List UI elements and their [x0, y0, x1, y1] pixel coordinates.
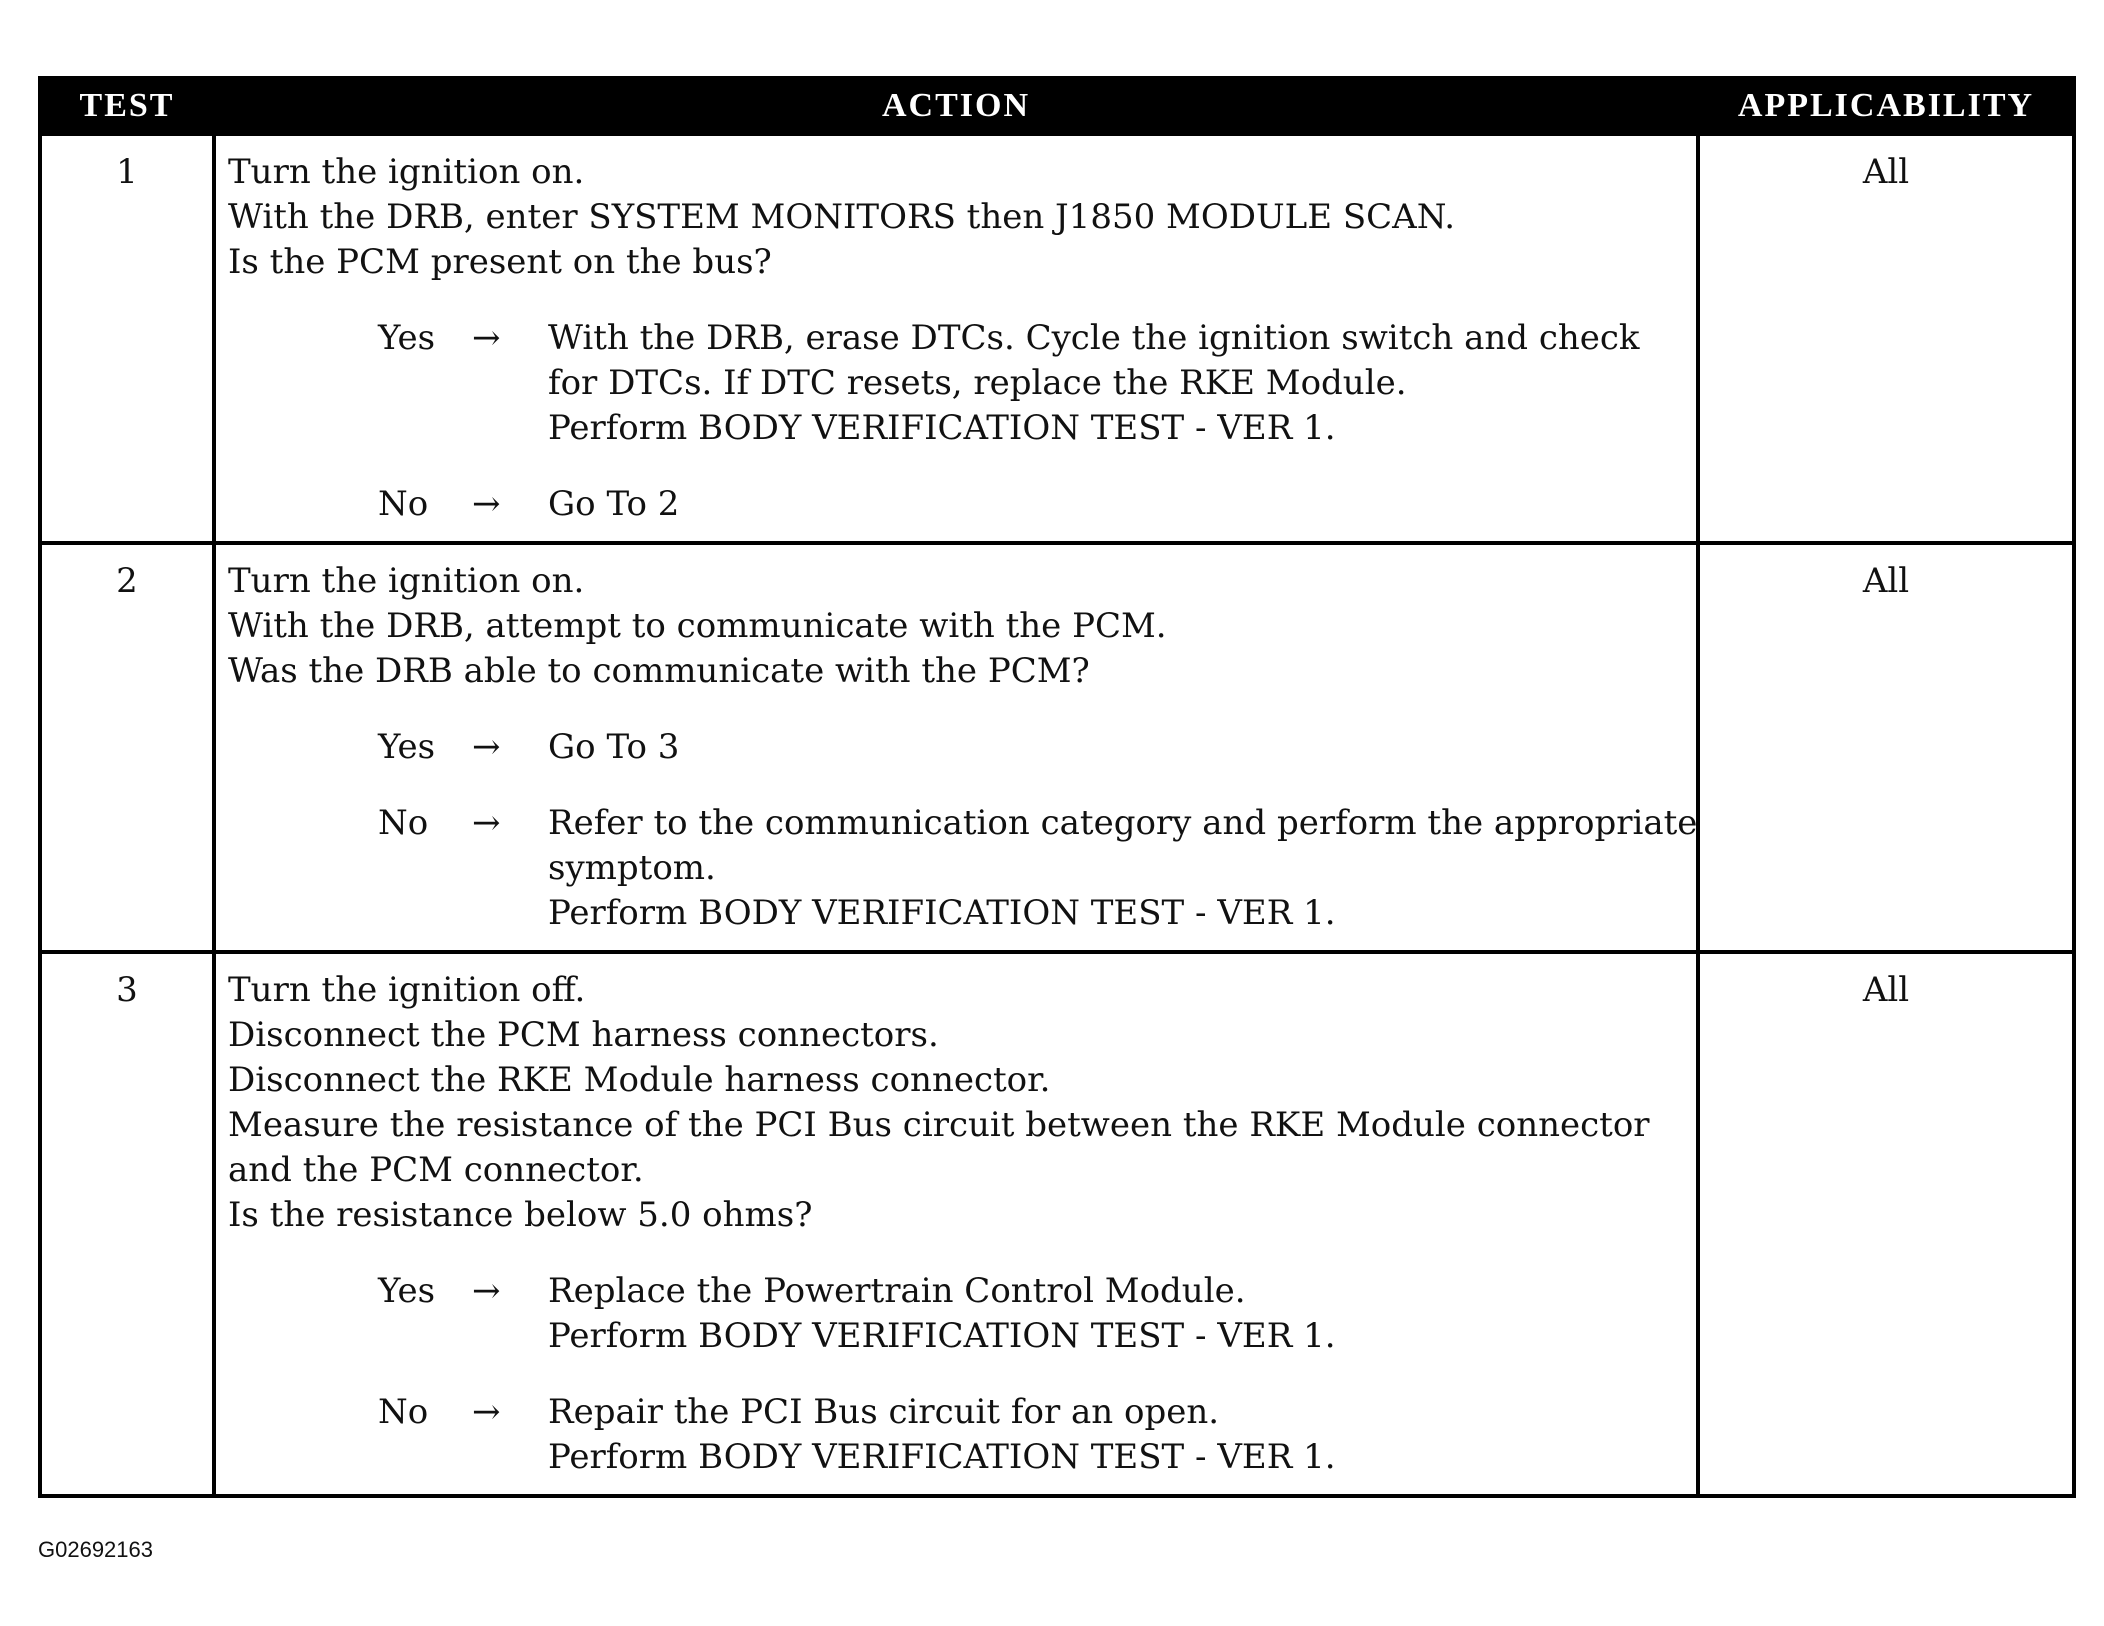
action-line: With the DRB, attempt to communicate with the PCM. [228, 606, 1167, 646]
answer-line: Refer to the communication category and perform the appropriate [548, 803, 1698, 843]
answer-line: Repair the PCI Bus circuit for an open. [548, 1392, 1220, 1432]
answer-body [548, 1269, 1688, 1359]
diagnostic-test-table [38, 76, 2076, 1498]
test-number: 1 [40, 134, 214, 543]
answer-line: symptom. [548, 848, 716, 888]
answer-body [548, 725, 1688, 770]
header-applicability: APPLICABILITY [1698, 78, 2074, 134]
figure-id: G02692163 [38, 1537, 153, 1562]
action-line: Disconnect the PCM harness connectors. [228, 1015, 939, 1055]
action-line: Turn the ignition on. [228, 561, 585, 601]
applicability-value: All [1698, 543, 2074, 952]
test-action [214, 543, 1698, 952]
action-line: Turn the ignition on. [228, 152, 585, 192]
action-line: Turn the ignition off. [228, 970, 586, 1010]
table-row [40, 543, 2074, 952]
answer-body [548, 801, 1697, 936]
answer-line: Perform BODY VERIFICATION TEST - VER 1. [548, 1316, 1336, 1356]
answer-line: Perform BODY VERIFICATION TEST - VER 1. [548, 408, 1336, 448]
answer-line: Replace the Powertrain Control Module. [548, 1271, 1246, 1311]
answer-label: Yes [378, 1271, 436, 1311]
action-line: Disconnect the RKE Module harness connector. [228, 1060, 1051, 1100]
answer-label: No [378, 803, 429, 843]
arrow-right-icon: → [472, 1392, 501, 1432]
answer-body [548, 316, 1688, 451]
table-row [40, 134, 2074, 543]
arrow-right-icon: → [472, 318, 501, 358]
header-row [40, 78, 2074, 134]
test-action [214, 952, 1698, 1496]
arrow-right-icon: → [472, 803, 501, 843]
arrow-right-icon: → [472, 1271, 501, 1311]
answer-no [228, 482, 1688, 527]
answer-line: Go To 2 [548, 484, 680, 524]
answer-label: No [378, 1392, 429, 1432]
answer-label: No [378, 484, 429, 524]
answer-no [228, 801, 1698, 936]
answer-line: Perform BODY VERIFICATION TEST - VER 1. [548, 1437, 1336, 1477]
test-number: 2 [40, 543, 214, 952]
test-number: 3 [40, 952, 214, 1496]
test-action [214, 134, 1698, 543]
answer-yes [228, 1269, 1688, 1359]
applicability-value: All [1698, 952, 2074, 1496]
action-line: and the PCM connector. [228, 1150, 644, 1190]
arrow-right-icon: → [472, 727, 501, 767]
answer-label: Yes [378, 727, 436, 767]
answer-body [548, 1390, 1688, 1480]
action-line: Was the DRB able to communicate with the PCM? [228, 651, 1090, 691]
answer-yes [228, 725, 1688, 770]
answer-line: Go To 3 [548, 727, 680, 767]
answer-body [548, 482, 1688, 527]
answer-line: Perform BODY VERIFICATION TEST - VER 1. [548, 893, 1336, 933]
action-line: Measure the resistance of the PCI Bus circuit between the RKE Module connector [228, 1105, 1650, 1145]
applicability-value: All [1698, 134, 2074, 543]
header-action: ACTION [214, 78, 1698, 134]
action-line: With the DRB, enter SYSTEM MONITORS then J1850 MODULE SCAN. [228, 197, 1456, 237]
answer-yes [228, 316, 1688, 451]
table-body [40, 134, 2074, 1496]
answer-line: for DTCs. If DTC resets, replace the RKE Module. [548, 363, 1407, 403]
answer-line: With the DRB, erase DTCs. Cycle the ignition switch and check [548, 318, 1640, 358]
diagnostic-table-container [38, 76, 2072, 1498]
answer-no [228, 1390, 1688, 1480]
answer-label: Yes [378, 318, 436, 358]
header-test: TEST [40, 78, 214, 134]
arrow-right-icon: → [472, 484, 501, 524]
table-header [40, 78, 2074, 134]
table-row [40, 952, 2074, 1496]
action-line: Is the resistance below 5.0 ohms? [228, 1195, 813, 1235]
action-line: Is the PCM present on the bus? [228, 242, 772, 282]
